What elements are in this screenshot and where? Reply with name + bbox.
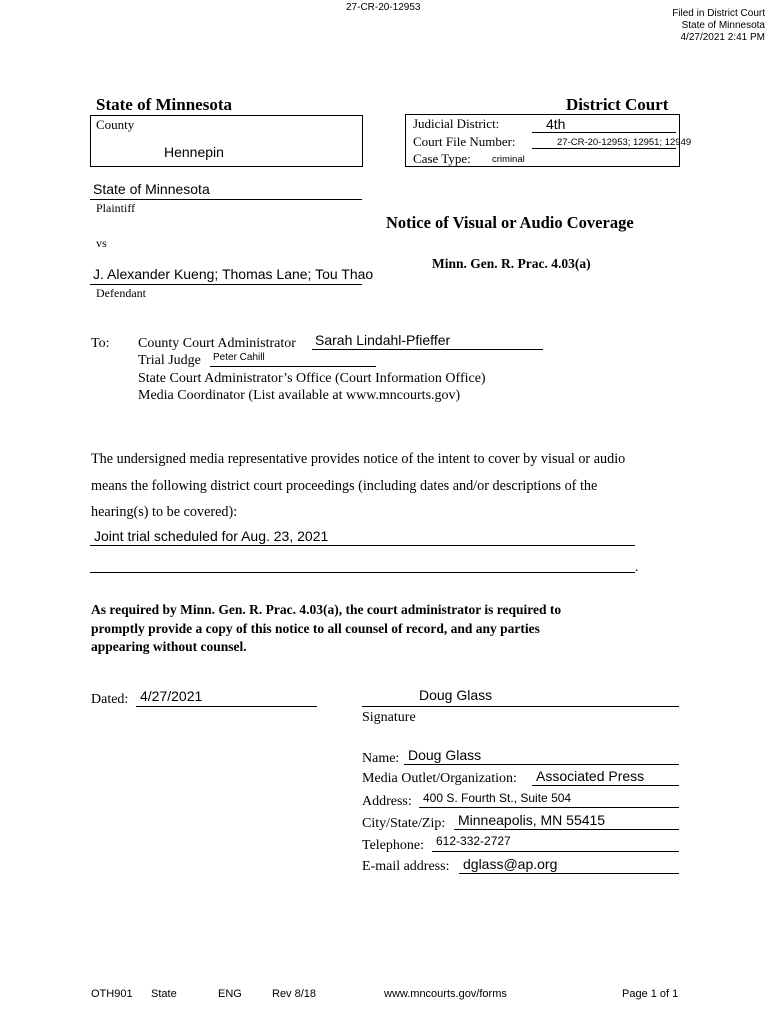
notice-line-1: As required by Minn. Gen. R. Prac. 4.03(a), the court administrator is required to <box>91 602 562 617</box>
city-label: City/State/Zip: <box>362 816 446 831</box>
to-label: To: <box>91 336 110 351</box>
court-file-line <box>532 148 676 149</box>
defendant-field[interactable]: J. Alexander Kueng; Thomas Lane; Tou Thao <box>93 266 374 282</box>
dated-field[interactable]: 4/27/2021 <box>140 688 203 704</box>
email-line <box>459 873 679 874</box>
dated-label: Dated: <box>91 692 129 707</box>
form-title: Notice of Visual or Audio Coverage <box>386 213 634 232</box>
outlet-label: Media Outlet/Organization: <box>362 771 517 786</box>
trial-judge-field[interactable]: Peter Cahill <box>213 352 265 363</box>
address-field[interactable]: 400 S. Fourth St., Suite 504 <box>423 791 572 805</box>
address-line <box>419 807 679 808</box>
footer-revision: Rev 8/18 <box>272 988 317 1000</box>
proceedings-line-2 <box>90 572 635 573</box>
city-line <box>454 829 679 830</box>
defendant-line <box>90 284 362 285</box>
signature-field[interactable]: Doug Glass <box>419 687 493 703</box>
county-admin-line <box>312 349 543 350</box>
court-file-field[interactable]: 27-CR-20-12953; 12951; 12949 <box>557 137 692 148</box>
outlet-field[interactable]: Associated Press <box>536 768 645 784</box>
rule-reference: Minn. Gen. R. Prac. 4.03(a) <box>432 256 591 271</box>
state-office-line: State Court Administrator’s Office (Court Information Office) <box>138 371 486 386</box>
court-file-label: Court File Number: <box>413 134 516 149</box>
county-admin-label: County Court Administrator <box>138 336 296 351</box>
notice-line-2: promptly provide a copy of this notice to all counsel of record, and any parties <box>91 621 540 636</box>
name-label: Name: <box>362 751 400 766</box>
footer-website[interactable]: www.mncourts.gov/forms <box>384 988 507 1000</box>
dated-line <box>136 706 317 707</box>
signature-label: Signature <box>362 710 416 725</box>
proceedings-field[interactable]: Joint trial scheduled for Aug. 23, 2021 <box>94 528 329 544</box>
name-line <box>404 764 679 765</box>
judicial-district-line <box>532 132 676 133</box>
city-field[interactable]: Minneapolis, MN 55415 <box>458 812 606 828</box>
filed-stamp <box>672 8 765 44</box>
notice-line-3: appearing without counsel. <box>91 639 247 654</box>
email-label: E-mail address: <box>362 859 450 874</box>
footer-language: ENG <box>218 988 242 1000</box>
vs-label: vs <box>96 236 107 250</box>
address-label: Address: <box>362 794 412 809</box>
judicial-district-label: Judicial District: <box>413 116 500 131</box>
signature-line <box>362 706 679 707</box>
body-line-3: hearing(s) to be covered): <box>91 504 238 520</box>
email-field[interactable]: dglass@ap.org <box>463 856 558 872</box>
phone-label: Telephone: <box>362 838 424 853</box>
body-line-1: The undersigned media representative provides notice of the intent to cover by visual or audio <box>91 451 626 467</box>
filed-stamp-line2: State of Minnesota <box>681 20 765 31</box>
case-type-field[interactable]: criminal <box>492 154 525 165</box>
phone-line <box>432 851 679 852</box>
court-title: District Court <box>566 95 669 114</box>
filed-stamp-line1: Filed in District Court <box>672 8 765 19</box>
proceedings-period: . <box>635 560 639 575</box>
footer-form-code: OTH901 <box>91 988 133 1000</box>
county-admin-field[interactable]: Sarah Lindahl-Pfieffer <box>315 332 451 348</box>
top-case-number: 27-CR-20-12953 <box>346 2 421 13</box>
judicial-district-field[interactable]: 4th <box>546 116 566 132</box>
trial-judge-label: Trial Judge <box>138 353 201 368</box>
media-coordinator-line: Media Coordinator (List available at www.mncourts.gov) <box>138 388 461 403</box>
trial-judge-line <box>210 366 376 367</box>
filed-stamp-line3: 4/27/2021 2:41 PM <box>680 32 765 43</box>
footer-page-number: Page 1 of 1 <box>622 988 679 1000</box>
county-label: County <box>96 117 135 132</box>
case-type-label: Case Type: <box>413 151 471 166</box>
plaintiff-label: Plaintiff <box>96 201 136 215</box>
plaintiff-line <box>90 199 362 200</box>
defendant-label: Defendant <box>96 286 146 300</box>
outlet-line <box>532 785 679 786</box>
county-field[interactable]: Hennepin <box>164 144 224 160</box>
footer-state: State <box>151 988 177 1000</box>
plaintiff-field[interactable]: State of Minnesota <box>93 181 210 197</box>
state-title: State of Minnesota <box>96 95 232 114</box>
phone-field[interactable]: 612-332-2727 <box>436 834 511 848</box>
name-field[interactable]: Doug Glass <box>408 747 482 763</box>
body-line-2: means the following district court proceedings (including dates and/or descriptions of the <box>91 478 598 494</box>
proceedings-line-1 <box>90 545 635 546</box>
